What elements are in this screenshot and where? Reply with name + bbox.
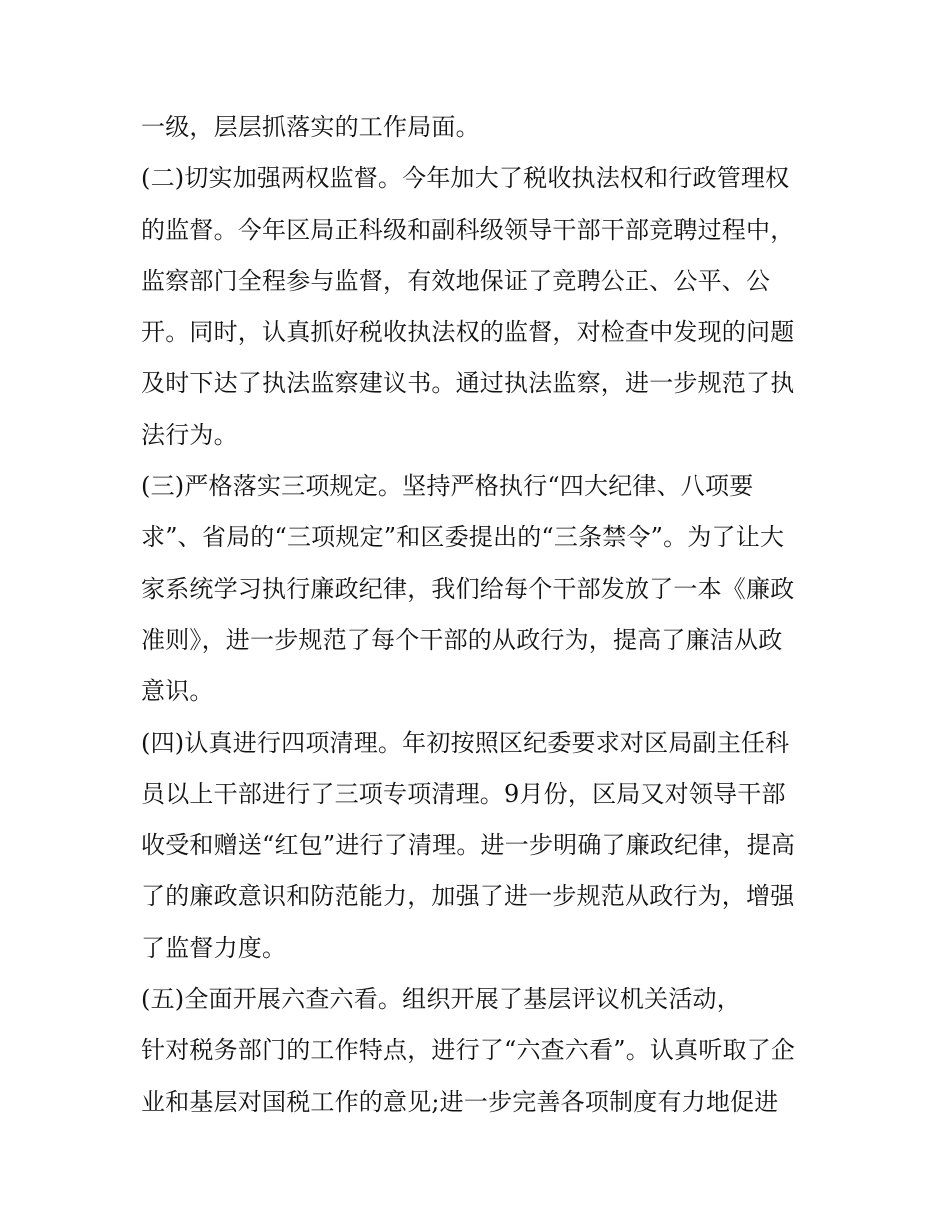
text-line: 针对税务部门的工作特点，进行了“六查六看”。认真听取了企 — [141, 1036, 796, 1065]
text-line: (四)认真进行四项清理。年初按照区纪委要求对区局副主任科 — [141, 728, 790, 757]
text-line: 业和基层对国税工作的意见;进一步完善各项制度有力地促进 — [141, 1087, 779, 1116]
text-line: 开。同时，认真抓好税收执法权的监督，对检查中发现的问题 — [141, 318, 795, 347]
text-line: 准则》，进一步规范了每个干部的从政行为，提高了廉洁从政 — [141, 625, 783, 654]
text-line: 收受和赠送“红包”进行了清理。进一步明确了廉政纪律，提高 — [141, 831, 796, 860]
text-line: 了的廉政意识和防范能力，加强了进一步规范从政行为，增强 — [141, 882, 795, 911]
text-line: 家系统学习执行廉政纪律，我们给每个干部发放了一本《廉政 — [141, 574, 795, 603]
text-line: (三)严格落实三项规定。坚持严格执行“四大纪律、八项要 — [141, 472, 754, 501]
text-line: 监察部门全程参与监督，有效地保证了竞聘公正、公平、公 — [141, 266, 771, 295]
text-line: 的监督。今年区局正科级和副科级领导干部干部竞聘过程中， — [141, 215, 795, 244]
text-line: 了监督力度。 — [141, 933, 287, 962]
text-line: 意识。 — [141, 677, 214, 706]
document-body — [141, 102, 831, 1128]
text-line: 一级，层层抓落实的工作局面。 — [141, 113, 480, 141]
text-line: 求”、省局的“三项规定”和区委提出的“三条禁令”。为了让大 — [141, 523, 785, 552]
text-line: (二)切实加强两权监督。今年加大了税收执法权和行政管理权 — [141, 164, 790, 193]
text-line: 法行为。 — [141, 420, 238, 449]
text-line: (五)全面开展六查六看。组织开展了基层评议机关活动， — [141, 985, 741, 1014]
text-line: 及时下达了执法监察建议书。通过执法监察，进一步规范了执 — [141, 369, 795, 398]
text-line: 员以上干部进行了三项专项清理。9月份，区局又对领导干部 — [141, 779, 786, 808]
